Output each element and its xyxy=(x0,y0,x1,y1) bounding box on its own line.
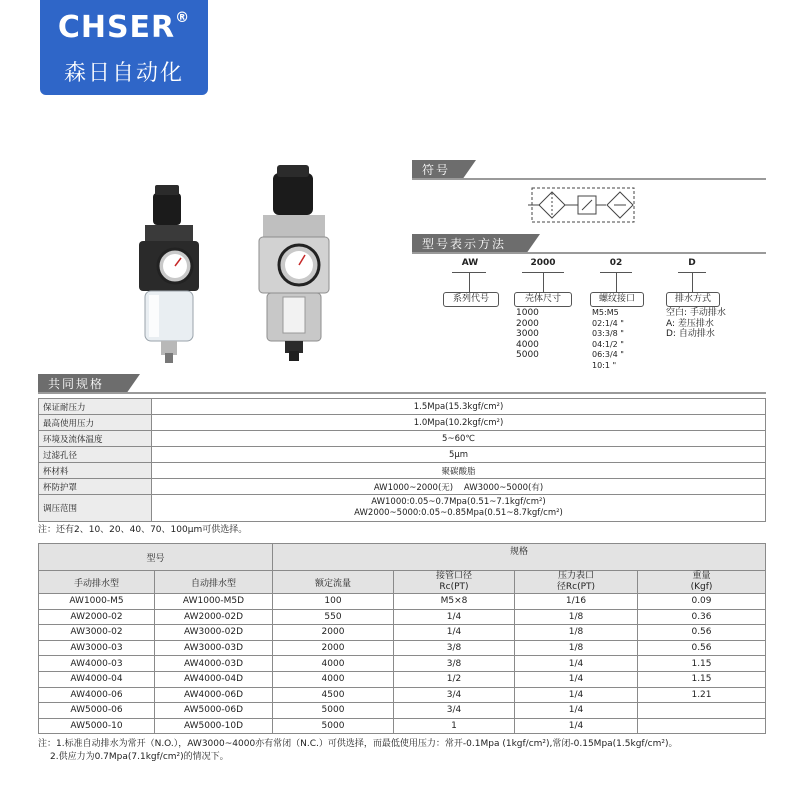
label-series: 系列代号 xyxy=(443,292,499,307)
cell-auto: AW1000-M5D xyxy=(155,594,273,610)
header-spec: 规格 xyxy=(273,544,766,571)
brand-name: CHSER® xyxy=(57,10,191,45)
cell-weight xyxy=(638,718,766,734)
cell-gauge: 1/8 xyxy=(515,625,638,641)
spec-value: 1.0Mpa(10.2kgf/cm²) xyxy=(152,415,766,431)
cell-manual: AW4000-06 xyxy=(39,687,155,703)
spec-key: 环境及流体温度 xyxy=(39,431,152,447)
spec-value: AW1000~2000(无) AW3000~5000(有) xyxy=(152,479,766,495)
table-row xyxy=(39,671,766,687)
cell-weight: 0.56 xyxy=(638,625,766,641)
brand-name-cn: 森日自动化 xyxy=(63,61,184,86)
table-row xyxy=(39,656,766,672)
cell-flow: 5000 xyxy=(273,703,394,719)
cell-manual: AW4000-03 xyxy=(39,656,155,672)
cell-auto: AW2000-02D xyxy=(155,609,273,625)
section-header-common-spec: 共同规格 xyxy=(38,374,126,394)
cell-port: 3/4 xyxy=(394,703,515,719)
cell-manual: AW3000-02 xyxy=(39,625,155,641)
model-rows xyxy=(39,594,766,734)
cell-flow: 2000 xyxy=(273,625,394,641)
cell-gauge: 1/8 xyxy=(515,609,638,625)
model-table xyxy=(38,543,766,734)
cell-port: 3/8 xyxy=(394,656,515,672)
spec-note: 注：还有2、10、20、40、70、100μm可供选择。 xyxy=(38,525,248,535)
cell-flow: 4500 xyxy=(273,687,394,703)
cell-port: 3/4 xyxy=(394,687,515,703)
header-flow: 额定流量 xyxy=(273,571,394,594)
cell-auto: AW3000-03D xyxy=(155,640,273,656)
product-image-large xyxy=(255,165,335,365)
cell-flow: 5000 xyxy=(273,718,394,734)
pneumatic-symbol xyxy=(528,184,638,226)
spec-value: 5~60℃ xyxy=(152,431,766,447)
cell-port: 1/4 xyxy=(394,609,515,625)
cell-gauge: 1/4 xyxy=(515,671,638,687)
spec-key: 调压范围 xyxy=(39,495,152,522)
cell-manual: AW5000-06 xyxy=(39,703,155,719)
spec-value: 聚碳酸脂 xyxy=(152,463,766,479)
spec-key: 保证耐压力 xyxy=(39,399,152,415)
size-options: 1000 2000 3000 4000 5000 xyxy=(516,308,539,360)
section-rule xyxy=(412,178,766,180)
header-port: 接管口径 Rc(PT) xyxy=(394,571,515,594)
spec-key: 杯防护罩 xyxy=(39,479,152,495)
spec-value: 5μm xyxy=(152,447,766,463)
table-row xyxy=(39,625,766,641)
cell-gauge: 1/4 xyxy=(515,718,638,734)
header-model: 型号 xyxy=(39,544,273,571)
cell-auto: AW4000-03D xyxy=(155,656,273,672)
cell-gauge: 1/16 xyxy=(515,594,638,610)
label-thread: 螺纹接口 xyxy=(590,292,644,307)
cell-gauge: 1/4 xyxy=(515,687,638,703)
brand-logo xyxy=(40,0,208,95)
cell-port: 3/8 xyxy=(394,640,515,656)
cell-weight: 1.15 xyxy=(638,671,766,687)
code-stem xyxy=(469,272,470,292)
section-rule xyxy=(412,252,766,254)
header-gauge: 压力表口 径Rc(PT) xyxy=(515,571,638,594)
header-auto: 自动排水型 xyxy=(155,571,273,594)
thread-options: M5:M5 02:1/4 " 03:3/8 " 04:1/2 " 06:3/4 " 10:1 " xyxy=(592,308,624,370)
spec-key: 最高使用压力 xyxy=(39,415,152,431)
table-row xyxy=(39,687,766,703)
spec-row xyxy=(39,431,766,447)
cell-auto: AW5000-10D xyxy=(155,718,273,734)
label-size: 壳体尺寸 xyxy=(514,292,572,307)
cell-flow: 550 xyxy=(273,609,394,625)
code-stem xyxy=(616,272,617,292)
cell-flow: 4000 xyxy=(273,656,394,672)
spec-key: 杯材料 xyxy=(39,463,152,479)
table-row xyxy=(39,609,766,625)
drain-options: 空白: 手动排水 A: 差压排水 D: 自动排水 xyxy=(666,308,726,339)
cell-flow: 2000 xyxy=(273,640,394,656)
cell-weight: 1.21 xyxy=(638,687,766,703)
header-weight: 重量 (Kgf) xyxy=(638,571,766,594)
footnote-1: 注：1.标准自动排水为常开（N.O.），AW3000~4000亦有常闭（N.C.）可供选择，而最低使用压力：常开-0.1Mpa (1kgf/cm²),常闭-0.15Mpa(1.5kgf/cm²)。 xyxy=(38,739,678,749)
cell-weight: 1.15 xyxy=(638,656,766,672)
cell-manual: AW5000-10 xyxy=(39,718,155,734)
spec-row xyxy=(39,463,766,479)
cell-manual: AW3000-03 xyxy=(39,640,155,656)
cell-auto: AW5000-06D xyxy=(155,703,273,719)
cell-manual: AW4000-04 xyxy=(39,671,155,687)
table-row xyxy=(39,594,766,610)
cell-port: 1/4 xyxy=(394,625,515,641)
code-series: AW xyxy=(461,258,479,268)
spec-value: AW1000:0.05~0.7Mpa(0.51~7.1kgf/cm²) AW2000~5000:0.05~0.85Mpa(0.51~8.7kgf/cm²) xyxy=(152,495,766,522)
cell-port: 1 xyxy=(394,718,515,734)
code-thread: 02 xyxy=(609,258,623,268)
cell-weight: 0.56 xyxy=(638,640,766,656)
label-drain: 排水方式 xyxy=(666,292,720,307)
header-manual: 手动排水型 xyxy=(39,571,155,594)
table-row xyxy=(39,718,766,734)
cell-auto: AW4000-04D xyxy=(155,671,273,687)
cell-gauge: 1/4 xyxy=(515,656,638,672)
cell-auto: AW3000-02D xyxy=(155,625,273,641)
spec-row xyxy=(39,415,766,431)
cell-weight xyxy=(638,703,766,719)
cell-port: 1/2 xyxy=(394,671,515,687)
cell-port: M5×8 xyxy=(394,594,515,610)
cell-manual: AW2000-02 xyxy=(39,609,155,625)
cell-weight: 0.36 xyxy=(638,609,766,625)
table-row xyxy=(39,640,766,656)
spec-value: 1.5Mpa(15.3kgf/cm²) xyxy=(152,399,766,415)
code-size: 2000 xyxy=(530,258,556,268)
product-image-small xyxy=(135,185,215,365)
spec-row xyxy=(39,495,766,522)
cell-flow: 100 xyxy=(273,594,394,610)
code-stem xyxy=(543,272,544,292)
cell-flow: 4000 xyxy=(273,671,394,687)
cell-manual: AW1000-M5 xyxy=(39,594,155,610)
common-spec-table xyxy=(38,398,766,522)
section-header-code: 型号表示方法 xyxy=(412,234,526,254)
code-stem xyxy=(692,272,693,292)
section-header-symbol: 符号 xyxy=(412,160,462,180)
spec-row xyxy=(39,447,766,463)
footnote-2: 2.供应力为0.7Mpa(7.1kgf/cm²)的情况下。 xyxy=(50,752,229,762)
cell-weight: 0.09 xyxy=(638,594,766,610)
section-rule xyxy=(38,392,766,394)
cell-auto: AW4000-06D xyxy=(155,687,273,703)
spec-row xyxy=(39,479,766,495)
spec-key: 过滤孔径 xyxy=(39,447,152,463)
code-drain: D xyxy=(688,258,696,268)
table-row xyxy=(39,703,766,719)
cell-gauge: 1/4 xyxy=(515,703,638,719)
cell-gauge: 1/8 xyxy=(515,640,638,656)
spec-row xyxy=(39,399,766,415)
